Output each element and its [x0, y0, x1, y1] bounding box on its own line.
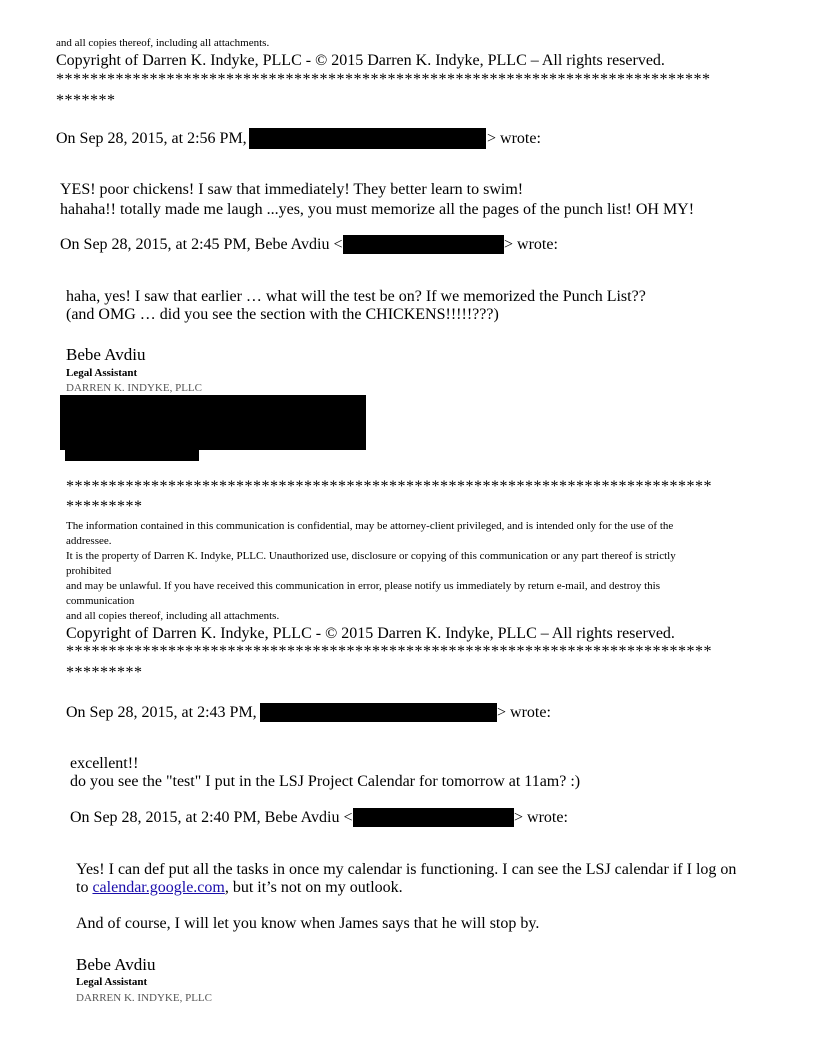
disclaimer-attachments-line: and all copies thereof, including all attachments.	[56, 37, 270, 49]
redaction-block	[60, 395, 366, 450]
message-body-line: Yes! I can def put all the tasks in once my calendar is functioning. I can see the LSJ calendar if I log on	[76, 861, 737, 878]
redaction-block	[260, 703, 497, 722]
reply-header-suffix: > wrote:	[504, 236, 558, 253]
separator-stars: ****************************************************************************	[66, 643, 712, 660]
message-body-line: YES! poor chickens! I saw that immediately! They better learn to swim!	[60, 181, 524, 198]
signature-name: Bebe Avdiu	[66, 345, 146, 364]
message-body-line: hahaha!! totally made me laugh ...yes, you must memorize all the pages of the punch list! OH MY!	[60, 201, 695, 218]
disclaimer-line: prohibited	[66, 565, 112, 577]
separator-stars: *********	[66, 664, 143, 681]
calendar-link[interactable]: calendar.google.com	[92, 879, 225, 896]
reply-header-date: On Sep 28, 2015, at 2:56 PM,	[56, 130, 247, 147]
reply-header-date: On Sep 28, 2015, at 2:43 PM,	[66, 704, 257, 721]
reply-header-suffix: > wrote:	[487, 130, 541, 147]
reply-header-date: On Sep 28, 2015, at 2:45 PM, Bebe Avdiu <	[60, 236, 343, 253]
copyright-line: Copyright of Darren K. Indyke, PLLC - © 2015 Darren K. Indyke, PLLC – All rights reserved.	[66, 625, 675, 642]
separator-stars: *****************************************************************************	[56, 71, 711, 88]
reply-header-suffix: > wrote:	[514, 809, 568, 826]
disclaimer-line: and may be unlawful. If you have received this communication in error, please notify us immediately by return e-mail, and destroy this	[66, 580, 660, 592]
separator-stars: *********	[66, 498, 143, 515]
disclaimer-line: communication	[66, 595, 135, 607]
disclaimer-line: and all copies thereof, including all attachments.	[66, 610, 280, 622]
message-body-line	[76, 879, 403, 897]
signature-firm: DARREN K. INDYKE, PLLC	[76, 992, 212, 1004]
message-body-line: do you see the "test" I put in the LSJ Project Calendar for tomorrow at 11am? :)	[70, 773, 581, 790]
line-prefix: to	[76, 879, 93, 896]
reply-header-date: On Sep 28, 2015, at 2:40 PM, Bebe Avdiu <	[70, 809, 353, 826]
redaction-block	[343, 235, 504, 254]
message-body-line: (and OMG … did you see the section with the CHICKENS!!!!!???)	[66, 306, 499, 323]
separator-stars: *******	[56, 92, 116, 109]
signature-firm: DARREN K. INDYKE, PLLC	[66, 382, 202, 394]
message-body-line: haha, yes! I saw that earlier … what will the test be on? If we memorized the Punch List??	[66, 288, 646, 305]
redaction-block	[353, 808, 514, 827]
line-suffix: , but it’s not on my outlook.	[224, 879, 403, 896]
disclaimer-line: addressee.	[66, 535, 112, 547]
reply-header	[56, 130, 247, 148]
copyright-line: Copyright of Darren K. Indyke, PLLC - © 2015 Darren K. Indyke, PLLC – All rights reserved.	[56, 52, 665, 69]
signature-title: Legal Assistant	[66, 367, 138, 379]
signature-name: Bebe Avdiu	[76, 955, 156, 974]
redaction-block	[249, 128, 486, 149]
disclaimer-line: The information contained in this communication is confidential, may be attorney-client privileged, and is intended only for the use of the	[66, 520, 674, 532]
signature-title: Legal Assistant	[76, 976, 148, 988]
message-body-line: And of course, I will let you know when James says that he will stop by.	[76, 915, 540, 932]
disclaimer-line: It is the property of Darren K. Indyke, PLLC. Unauthorized use, disclosure or copying of this communication or any part thereof is strictly	[66, 550, 676, 562]
separator-stars: ****************************************************************************	[66, 478, 712, 495]
redaction-block	[65, 450, 199, 461]
reply-header-suffix: > wrote:	[497, 704, 551, 721]
message-body-line: excellent!!	[70, 755, 139, 772]
